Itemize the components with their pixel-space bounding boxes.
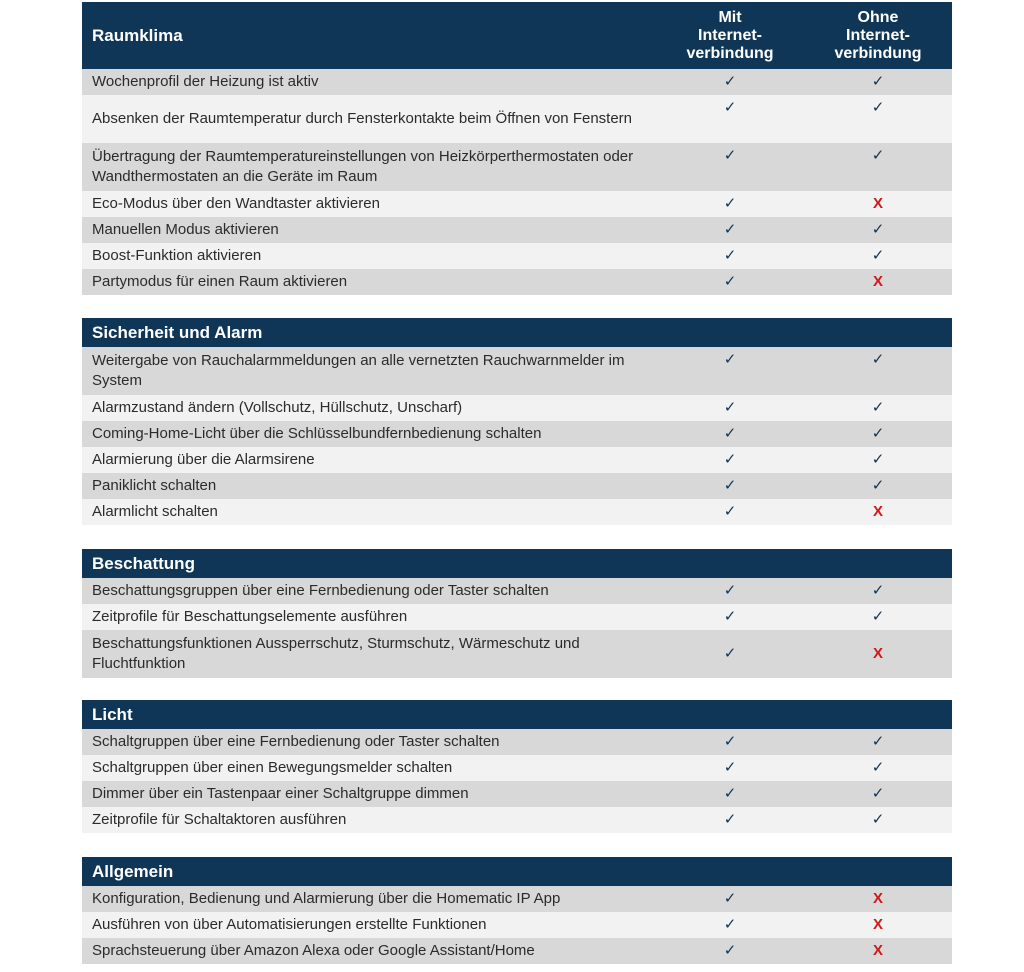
section-title: Raumklima [92,25,183,45]
feature-label: Sprachsteuerung über Amazon Alexa oder Google Assistant/Home [92,942,535,959]
check-icon: ✓ [723,811,737,828]
feature-label: Zeitprofile für Beschattungselemente ausführen [92,608,408,625]
column-header-ohne-internet: Ohne Internet- verbindung [834,8,922,62]
table-row [82,269,952,295]
check-icon: ✓ [871,582,885,599]
cell-ohne [804,912,952,938]
cell-mit [656,604,804,630]
feature-label: Weitergabe von Rauchalarmmeldungen an alle vernetzten Rauchwarnmelder im System [92,352,625,389]
cell-mit [656,395,804,421]
section-header [82,857,952,886]
check-icon: ✓ [723,890,737,907]
table-row [82,912,952,938]
cell-mit [656,69,804,95]
section-header [82,700,952,729]
check-icon: ✓ [723,221,737,238]
section-allgemein [82,857,952,964]
check-icon: ✓ [723,273,737,290]
feature-label: Konfiguration, Bedienung und Alarmierung über die Homematic IP App [92,890,561,907]
cross-icon: X [872,503,884,520]
table-row [82,191,952,217]
section-beschattung [82,549,952,678]
table-row [82,578,952,604]
section-raumklima [82,2,952,295]
table-row [82,938,952,964]
feature-label: Wochenprofil der Heizung ist aktiv [92,73,319,90]
cell-mit [656,243,804,269]
check-icon: ✓ [723,477,737,494]
table-row [82,95,952,143]
cell-ohne [804,886,952,912]
cross-icon: X [872,273,884,290]
check-icon: ✓ [723,147,737,164]
cell-ohne [804,243,952,269]
cell-mit [656,578,804,604]
table-row [82,243,952,269]
section-title: Allgemein [92,861,174,881]
table-row [82,807,952,833]
check-icon: ✓ [871,451,885,468]
cell-mit [656,755,804,781]
section-header [82,549,952,578]
section-sicherheit-und-alarm [82,318,952,525]
check-icon: ✓ [723,503,737,520]
check-icon: ✓ [871,221,885,238]
cross-icon: X [872,645,884,662]
cell-ohne [804,473,952,499]
feature-label: Beschattungsgruppen über eine Fernbedienung oder Taster schalten [92,582,549,599]
cell-ohne [804,217,952,243]
cell-ohne [804,395,952,421]
table-row [82,755,952,781]
check-icon: ✓ [723,916,737,933]
table-row [82,217,952,243]
cell-mit [656,630,804,678]
check-icon: ✓ [723,785,737,802]
cell-ohne [804,630,952,678]
cell-ohne [804,95,952,143]
table-row [82,630,952,678]
feature-label: Beschattungsfunktionen Aussperrschutz, Sturmschutz, Wärmeschutz und Fluchtfunktion [92,635,580,672]
table-row [82,421,952,447]
check-icon: ✓ [723,733,737,750]
cell-ohne [804,755,952,781]
cell-mit [656,217,804,243]
cell-mit [656,807,804,833]
check-icon: ✓ [871,759,885,776]
feature-label: Coming-Home-Licht über die Schlüsselbundfernbedienung schalten [92,425,542,442]
cross-icon: X [872,916,884,933]
cell-ohne [804,421,952,447]
cell-ohne [804,191,952,217]
table-row [82,69,952,95]
cell-mit [656,143,804,191]
cell-mit [656,781,804,807]
feature-label: Übertragung der Raumtemperatureinstellungen von Heizkörperthermostaten oder Wandthermostaten an die Geräte im Raum [92,148,634,185]
cell-mit [656,938,804,964]
section-licht [82,700,952,833]
cell-ohne [804,807,952,833]
check-icon: ✓ [723,582,737,599]
section-title: Beschattung [92,553,195,573]
cell-mit [656,447,804,473]
feature-label: Manuellen Modus aktivieren [92,221,279,238]
cell-mit [656,347,804,395]
feature-label: Schaltgruppen über eine Fernbedienung oder Taster schalten [92,733,500,750]
check-icon: ✓ [871,811,885,828]
cell-mit [656,95,804,143]
section-header [82,2,952,69]
feature-label: Zeitprofile für Schaltaktoren ausführen [92,811,347,828]
cell-ohne [804,69,952,95]
cell-mit [656,421,804,447]
cross-icon: X [872,942,884,959]
feature-label: Ausführen von über Automatisierungen erstellte Funktionen [92,916,487,933]
check-icon: ✓ [871,73,885,90]
check-icon: ✓ [723,399,737,416]
check-icon: ✓ [723,247,737,264]
feature-label: Dimmer über ein Tastenpaar einer Schaltgruppe dimmen [92,785,469,802]
check-icon: ✓ [871,99,885,116]
cell-ohne [804,143,952,191]
cross-icon: X [872,890,884,907]
section-header [82,318,952,347]
cell-mit [656,191,804,217]
check-icon: ✓ [723,645,737,662]
cell-ohne [804,781,952,807]
feature-label: Alarmierung über die Alarmsirene [92,451,315,468]
cell-ohne [804,578,952,604]
cell-mit [656,473,804,499]
table-row [82,886,952,912]
table-row [82,781,952,807]
check-icon: ✓ [871,733,885,750]
cell-ohne [804,604,952,630]
check-icon: ✓ [871,785,885,802]
cross-icon: X [872,195,884,212]
table-row [82,347,952,395]
cell-ohne [804,447,952,473]
feature-label: Boost-Funktion aktivieren [92,247,262,264]
check-icon: ✓ [723,99,737,116]
check-icon: ✓ [871,147,885,164]
table-row [82,729,952,755]
cell-ohne [804,269,952,295]
check-icon: ✓ [723,195,737,212]
check-icon: ✓ [723,942,737,959]
cell-ohne [804,938,952,964]
cell-ohne [804,347,952,395]
table-row [82,143,952,191]
check-icon: ✓ [723,73,737,90]
check-icon: ✓ [871,399,885,416]
check-icon: ✓ [723,425,737,442]
table-row [82,473,952,499]
feature-label: Paniklicht schalten [92,477,217,494]
check-icon: ✓ [871,425,885,442]
table-row [82,499,952,525]
table-row [82,395,952,421]
check-icon: ✓ [871,247,885,264]
cell-mit [656,729,804,755]
feature-label: Schaltgruppen über einen Bewegungsmelder schalten [92,759,453,776]
cell-mit [656,886,804,912]
section-title: Licht [92,704,133,724]
feature-label: Eco-Modus über den Wandtaster aktivieren [92,195,380,212]
check-icon: ✓ [871,608,885,625]
check-icon: ✓ [723,759,737,776]
feature-label: Absenken der Raumtemperatur durch Fensterkontakte beim Öffnen von Fenstern [92,110,633,127]
feature-label: Partymodus für einen Raum aktivieren [92,273,348,290]
feature-label: Alarmzustand ändern (Vollschutz, Hüllschutz, Unscharf) [92,399,463,416]
cell-mit [656,269,804,295]
check-icon: ✓ [871,351,885,368]
cell-ohne [804,499,952,525]
table-row [82,447,952,473]
check-icon: ✓ [723,451,737,468]
feature-label: Alarmlicht schalten [92,503,218,520]
check-icon: ✓ [723,351,737,368]
cell-mit [656,499,804,525]
table-row [82,604,952,630]
check-icon: ✓ [723,608,737,625]
check-icon: ✓ [871,477,885,494]
cell-ohne [804,729,952,755]
column-header-mit-internet: Mit Internet- verbindung [686,8,774,62]
cell-mit [656,912,804,938]
section-title: Sicherheit und Alarm [92,322,263,342]
